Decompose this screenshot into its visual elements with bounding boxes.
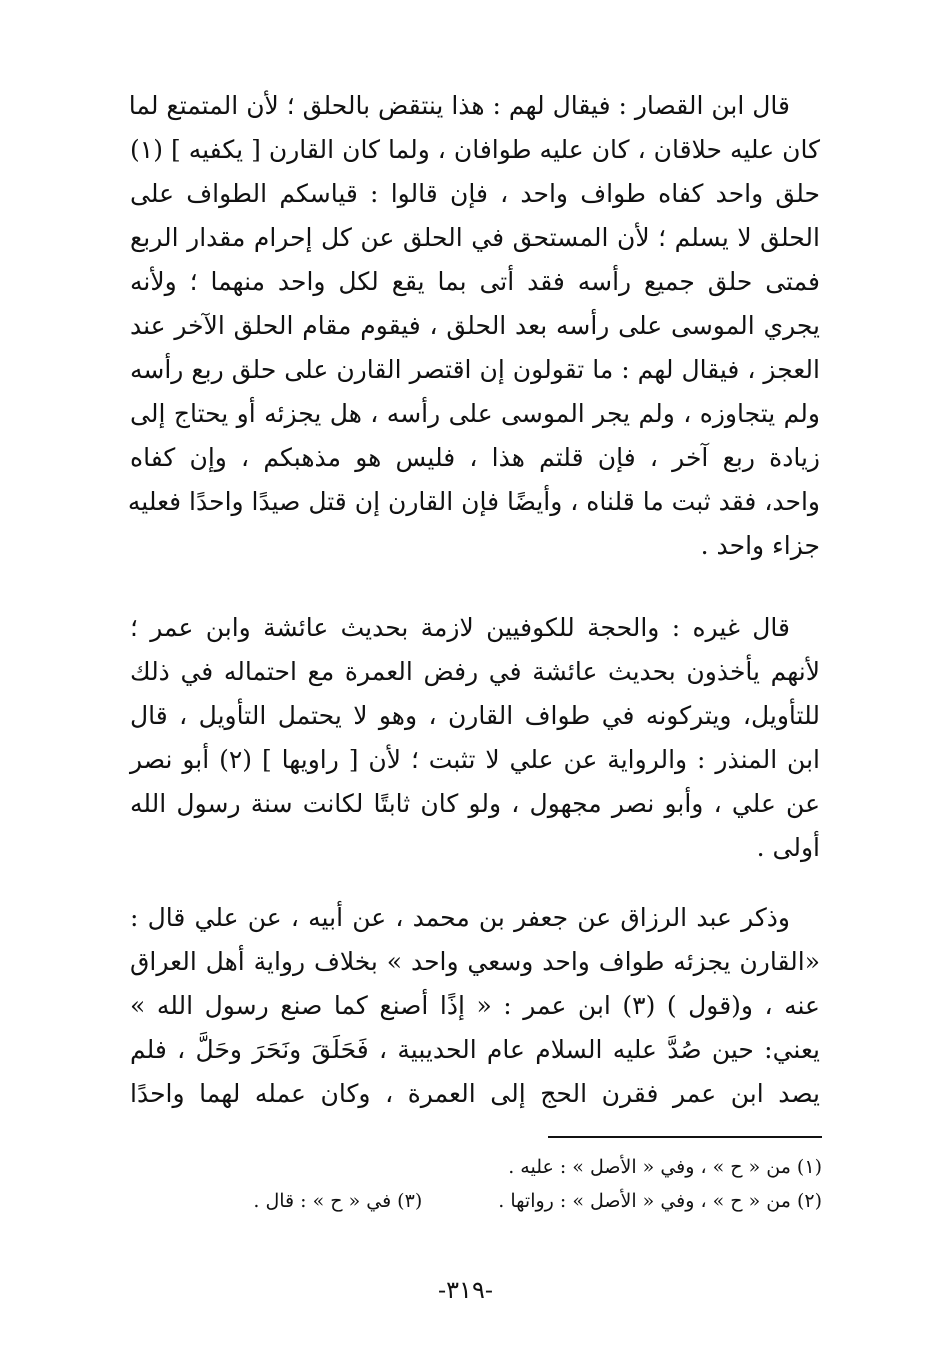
text-line: العجز ، فيقال لهم : ما تقولون إن اقتصر القارن على حلق ربع رأسه <box>130 355 820 384</box>
text-line: ابن المنذر : والرواية عن علي لا تثبت ؛ لأن [ راويها ] (٢) أبو نصر <box>130 745 820 774</box>
text-line: يجري الموسى على رأسه بعد الحلق ، فيقوم مقام الحلق الآخر عند <box>130 311 820 340</box>
footnote-separator <box>548 1136 822 1138</box>
footnote-2: (٢) من « ح » ، وفي « الأصل » : رواتها . <box>498 1190 822 1212</box>
text-line: عنه ، و(قول ) (٣) ابن عمر : « إذًا أصنع كما صنع رسول الله » <box>130 991 820 1020</box>
text-line: يعني: حين صُدَّ عليه السلام عام الحديبية ، فَحَلَقَ ونَحَرَ وحَلَّ ، فلم <box>130 1035 820 1064</box>
text-line: عن علي ، وأبو نصر مجهول ، ولو كان ثابتًا لكانت سنة رسول الله <box>130 789 820 818</box>
footnote-3: (٣) في « ح » : قال . <box>253 1190 423 1212</box>
paragraph-3 <box>130 896 820 1116</box>
text-line: وذكر عبد الرزاق عن جعفر بن محمد ، عن أبيه ، عن علي قال : <box>130 903 790 932</box>
text-line: كان عليه حلاقان ، كان عليه طوافان ، ولما كان القارن [ يكفيه ] (١) <box>130 135 820 164</box>
text-line: جزاء واحد . <box>700 531 820 560</box>
text-line: أولى . <box>756 833 820 862</box>
text-line: فمتى حلق جميع رأسه فقد أتى بما يقع لكل واحد منهما ؛ ولأنه <box>130 267 820 296</box>
page-number: -٣١٩- <box>438 1276 493 1304</box>
text-line: ولم يتجاوزه ، ولم يجر الموسى على رأسه ، هل يجزئه أو يحتاج إلى <box>130 399 820 428</box>
text-line: لأنهم يأخذون بحديث عائشة في رفض العمرة مع احتماله في ذلك <box>130 657 820 686</box>
paragraph-2 <box>130 606 820 870</box>
text-line: حلق واحد كفاه طواف واحد ، فإن قالوا : قياسكم الطواف على <box>130 179 821 208</box>
text-line: قال ابن القصار : فيقال لهم : هذا ينتقض بالحلق ؛ لأن المتمتع لما <box>128 91 790 120</box>
paragraph-1 <box>127 84 821 568</box>
text-line: يصد ابن عمر فقرن الحج إلى العمرة ، وكان عمله لهما واحدًا <box>130 1079 820 1108</box>
text-line: واحد، فقد ثبت ما قلناه ، وأيضًا فإن القارن إن قتل صيدًا واحدًا فعليه <box>127 487 820 516</box>
text-line: قال غيره : والحجة للكوفيين لازمة بحديث عائشة وابن عمر ؛ <box>130 613 790 642</box>
text-line: «القارن يجزئه طواف واحد وسعي واحد » بخلاف رواية أهل العراق <box>130 947 820 976</box>
footnote-line-2 <box>150 1184 822 1218</box>
text-line: للتأويل، ويتركونه في طواف القارن ، وهو لا يحتمل التأويل ، قال <box>130 701 820 730</box>
footnotes <box>150 1150 822 1218</box>
text-line: زيادة ربع آخر ، فإن قلتم هذا ، فليس هو مذهبكم ، وإن كفاه <box>130 443 820 472</box>
footnote-line-1 <box>150 1150 822 1184</box>
footnote-1: (١) من « ح » ، وفي « الأصل » : عليه . <box>508 1156 822 1178</box>
text-line: الحلق لا يسلم ؛ لأن المستحق في الحلق عن كل إحرام مقدار الربع <box>130 223 820 252</box>
